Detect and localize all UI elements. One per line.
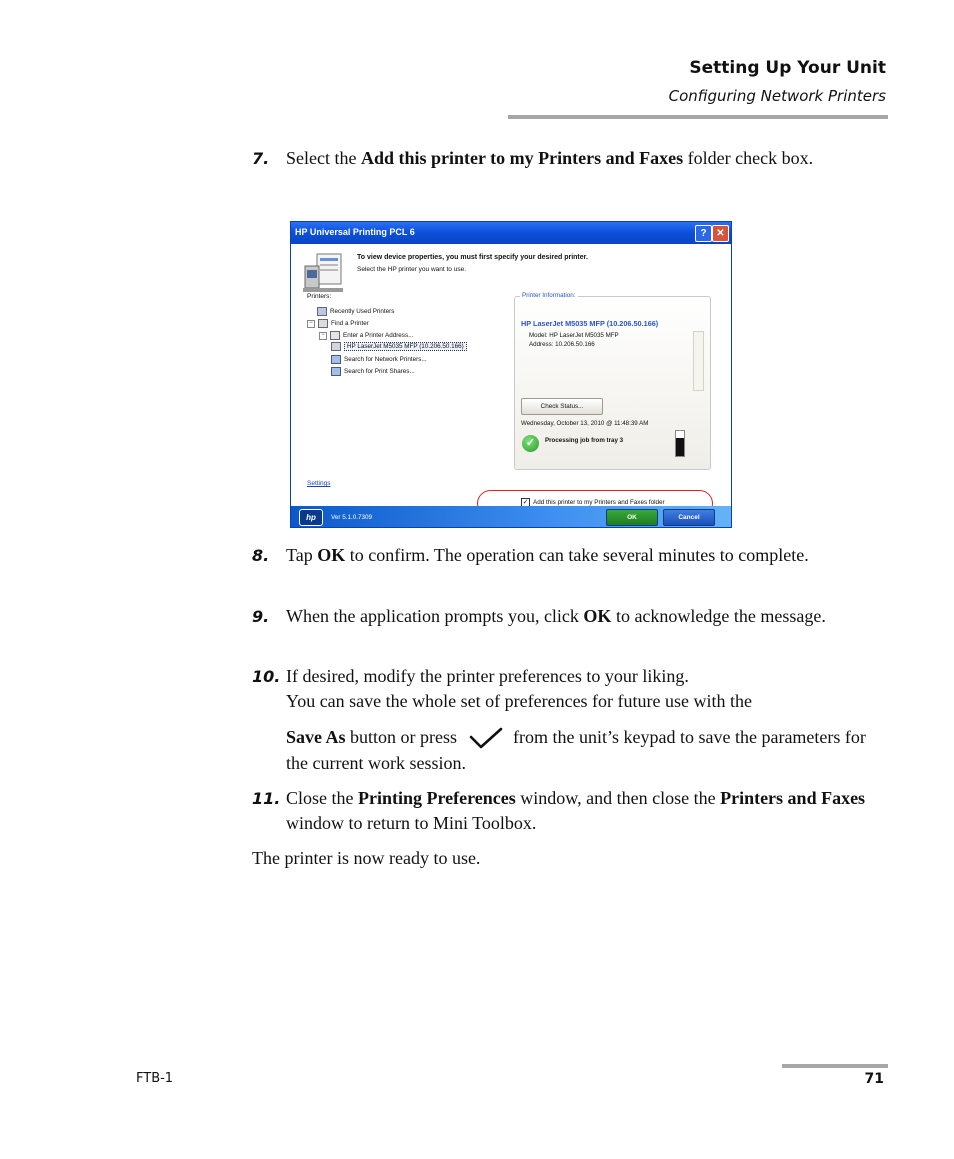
printer-tree [307,302,495,478]
help-button[interactable]: ? [695,225,712,242]
step-8 [252,543,877,568]
step-text: When the application prompts you, click OK to acknowledge the message. [286,606,826,626]
check-status-button[interactable]: Check Status... [521,398,603,415]
step-number: 9. [252,607,270,626]
tree-item-selected-printer[interactable]: HP LaserJet M5035 MFP (10.206.50.166) [331,342,467,351]
version-text: Ver 5.1.0.7309 [331,514,372,521]
add-to-printers-checkbox[interactable]: ✓ [522,499,529,506]
checkmark-key-icon [463,725,507,751]
close-button[interactable]: ✕ [712,225,729,242]
ok-button[interactable]: OK [606,509,658,526]
tree-item-search-shares[interactable]: Search for Print Shares... [331,367,415,376]
running-header-subtitle: Configuring Network Printers [668,87,886,105]
status-timestamp: Wednesday, October 13, 2010 @ 11:48:39 AM [521,420,649,427]
job-status-text: Processing job from tray 3 [545,437,624,444]
dialog-title: HP Universal Printing PCL 6 [295,227,415,237]
step-7 [252,146,877,171]
add-to-printers-label: Add this printer to my Printers and Faxes folder [533,499,665,506]
hp-universal-printing-dialog [290,221,732,528]
tree-item-find[interactable]: − Find a Printer [307,319,369,328]
page-number: 71 [864,1071,884,1087]
dialog-subheading: Select the HP printer you want to use. [357,266,466,273]
running-header-title: Setting Up Your Unit [689,58,886,78]
step-9 [252,604,877,629]
step-text: Close the Printing Preferences window, and then close the Printers and Faxes window to return to Mini Toolbox. [286,788,866,833]
printer-address-icon [330,331,340,340]
printer-model: Model: HP LaserJet M5035 MFP [529,332,619,339]
tree-item-search-network[interactable]: Search for Network Printers... [331,355,427,364]
info-scrollbar[interactable] [693,331,704,391]
step-11 [252,786,877,836]
footer-rule [782,1064,888,1068]
step-number: 10. [252,667,281,686]
step-text: Tap OK to confirm. The operation can take several minutes to complete. [286,545,809,565]
header-rule [508,115,888,119]
step-text: If desired, modify the printer preferences to your liking. You can save the whole set of preferences for future use with the Save As button or press from the unit’s keypad to save the parameters for the current work session. [286,666,866,773]
tree-item-recent[interactable]: Recently Used Printers [317,307,394,316]
printer-information-panel [514,292,711,470]
dialog-heading: To view device properties, you must first specify your desired printer. [357,254,588,261]
toner-level-icon [675,430,685,457]
dialog-body [291,244,731,506]
printer-information-label: Printer Information: [522,292,576,299]
network-search-icon [331,355,341,364]
printer-address: Address: 10.206.50.166 [529,341,595,348]
hp-logo: hp [299,509,323,526]
step-number: 8. [252,546,270,565]
printer-name: HP LaserJet M5035 MFP (10.206.50.166) [521,319,659,328]
step-10 [252,664,877,776]
dialog-footer [291,506,731,528]
printer-icon [331,342,341,351]
closing-paragraph: The printer is now ready to use. [252,848,481,868]
printer-device-icon [303,252,343,294]
share-search-icon [331,367,341,376]
cancel-button[interactable]: Cancel [663,509,715,526]
footer-document-name: FTB-1 [136,1071,174,1086]
step-number: 11. [252,789,281,808]
dialog-title-bar [291,222,731,244]
settings-link[interactable]: Settings [307,480,331,487]
recent-printers-icon [317,307,327,316]
step-text: Select the Add this printer to my Printers and Faxes folder check box. [286,148,814,168]
find-printer-icon [318,319,328,328]
step-number: 7. [252,149,270,168]
collapse-toggle-icon[interactable]: − [307,320,315,328]
printers-label: Printers: [307,293,332,300]
tree-item-enter-address[interactable]: − Enter a Printer Address... [319,331,413,340]
collapse-toggle-icon[interactable]: − [319,332,327,340]
status-ok-check-icon: ✓ [522,435,539,452]
